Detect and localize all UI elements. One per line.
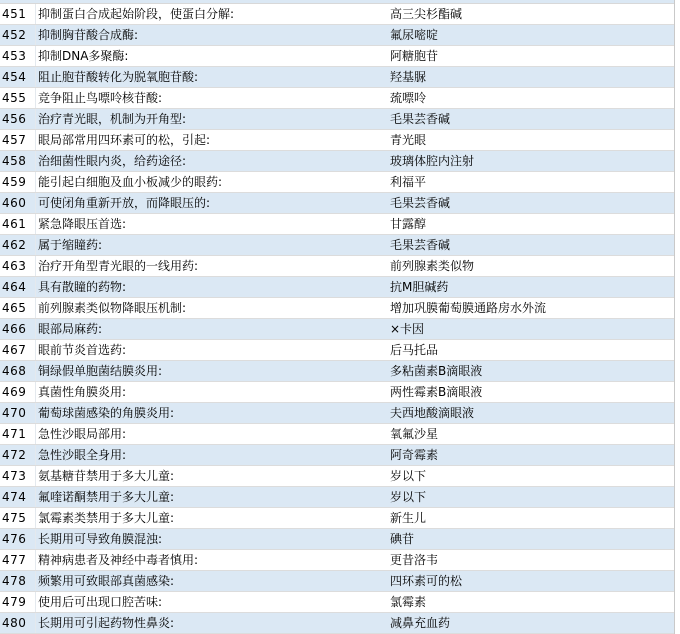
table-row — [0, 571, 674, 592]
question-cell[interactable]: 急性沙眼局部用: — [38, 427, 127, 441]
question-cell[interactable]: 可使闭角重新开放，而降眼压的: — [38, 196, 211, 210]
answer-cell[interactable]: 岁以下 — [390, 469, 427, 483]
answer-cell[interactable]: 甘露醇 — [390, 217, 427, 231]
answer-cell[interactable]: 毛果芸香碱 — [390, 238, 451, 252]
table-row — [0, 466, 674, 487]
table-row — [0, 487, 674, 508]
question-cell[interactable]: 氯霉素类禁用于多大儿童: — [38, 511, 175, 525]
answer-cell[interactable]: 碘苷 — [390, 532, 415, 546]
row-number-cell[interactable]: 476 — [0, 529, 36, 549]
row-number-cell[interactable]: 466 — [0, 319, 36, 339]
row-number-cell[interactable]: 463 — [0, 256, 36, 276]
answer-cell[interactable]: 阿糖胞苷 — [390, 49, 439, 63]
question-cell[interactable]: 使用后可出现口腔苦味: — [38, 595, 163, 609]
row-number-cell[interactable]: 451 — [0, 4, 36, 24]
question-cell[interactable]: 抑制胸苷酸合成酶: — [38, 28, 139, 42]
answer-cell[interactable]: 岁以下 — [390, 490, 427, 504]
row-number-cell[interactable]: 457 — [0, 130, 36, 150]
table-row — [0, 67, 674, 88]
table-row — [0, 319, 674, 340]
table-row — [0, 445, 674, 466]
row-number-cell[interactable]: 474 — [0, 487, 36, 507]
answer-cell[interactable]: 更昔洛韦 — [390, 553, 439, 567]
table-row — [0, 340, 674, 361]
question-cell[interactable]: 真菌性角膜炎用: — [38, 385, 127, 399]
row-number-cell[interactable]: 478 — [0, 571, 36, 591]
row-number-cell[interactable]: 464 — [0, 277, 36, 297]
row-number-cell[interactable]: 480 — [0, 613, 36, 633]
table-row — [0, 361, 674, 382]
question-cell[interactable]: 长期用可引起药物性鼻炎: — [38, 616, 175, 630]
answer-cell[interactable]: 抗M胆碱药 — [390, 280, 449, 294]
table-row — [0, 256, 674, 277]
question-cell[interactable]: 葡萄球菌感染的角膜炎用: — [38, 406, 175, 420]
row-number-cell[interactable]: 467 — [0, 340, 36, 360]
table-row — [0, 214, 674, 235]
row-number-cell[interactable]: 471 — [0, 424, 36, 444]
question-cell[interactable]: 属于缩瞳药: — [38, 238, 103, 252]
row-number-cell[interactable]: 462 — [0, 235, 36, 255]
table-row — [0, 193, 674, 214]
answer-cell[interactable]: 新生儿 — [390, 511, 427, 525]
question-cell[interactable]: 能引起白细胞及血小板减少的眼药: — [38, 175, 223, 189]
answer-cell[interactable]: 夫西地酸滴眼液 — [390, 406, 475, 420]
table-row — [0, 130, 674, 151]
answer-cell[interactable]: 减鼻充血药 — [390, 616, 451, 630]
row-number-cell[interactable]: 454 — [0, 67, 36, 87]
table-row — [0, 46, 674, 67]
question-cell[interactable]: 前列腺素类似物降眼压机制: — [38, 301, 187, 315]
question-cell[interactable]: 治细菌性眼内炎，给药途径: — [38, 154, 187, 168]
question-cell[interactable]: 治疗青光眼，机制为开角型: — [38, 112, 187, 126]
answer-cell[interactable]: 阿奇霉素 — [390, 448, 439, 462]
question-cell[interactable]: 频繁用可致眼部真菌感染: — [38, 574, 175, 588]
table-row — [0, 382, 674, 403]
table-row — [0, 403, 674, 424]
table-row — [0, 298, 674, 319]
answer-cell[interactable]: 后马托品 — [390, 343, 439, 357]
answer-cell[interactable]: 高三尖杉酯碱 — [390, 7, 463, 21]
table-row — [0, 109, 674, 130]
question-cell[interactable]: 紧急降眼压首选: — [38, 217, 127, 231]
table-row — [0, 424, 674, 445]
question-cell[interactable]: 眼部局麻药: — [38, 322, 103, 336]
row-number-cell[interactable]: 460 — [0, 193, 36, 213]
answer-cell[interactable]: 多粘菌素B滴眼液 — [390, 364, 483, 378]
answer-cell[interactable]: 青光眼 — [390, 133, 427, 147]
question-cell[interactable]: 抑制DNA多聚酶: — [38, 49, 129, 63]
answer-cell[interactable]: 毛果芸香碱 — [390, 112, 451, 126]
answer-cell[interactable]: 毛果芸香碱 — [390, 196, 451, 210]
answer-cell[interactable]: 四环素可的松 — [390, 574, 463, 588]
row-number-cell[interactable]: 477 — [0, 550, 36, 570]
answer-cell[interactable]: 利福平 — [390, 175, 427, 189]
question-cell[interactable]: 眼前节炎首选药: — [38, 343, 127, 357]
answer-cell[interactable]: 前列腺素类似物 — [390, 259, 475, 273]
table-row — [0, 592, 674, 613]
question-cell[interactable]: 铜绿假单胞菌结膜炎用: — [38, 364, 163, 378]
row-number-cell[interactable]: 465 — [0, 298, 36, 318]
question-cell[interactable]: 具有散瞳的药物: — [38, 280, 127, 294]
answer-cell[interactable]: 增加巩膜葡萄膜通路房水外流 — [390, 301, 547, 315]
question-cell[interactable]: 抑制蛋白合成起始阶段，使蛋白分解: — [38, 7, 235, 21]
row-number-cell[interactable]: 453 — [0, 46, 36, 66]
answer-cell[interactable]: 巯嘌呤 — [390, 91, 427, 105]
question-cell[interactable]: 氨基糖苷禁用于多大儿童: — [38, 469, 175, 483]
question-cell[interactable]: 急性沙眼全身用: — [38, 448, 127, 462]
row-number-cell[interactable]: 452 — [0, 25, 36, 45]
question-cell[interactable]: 氟喹诺酮禁用于多大儿童: — [38, 490, 175, 504]
question-cell[interactable]: 长期用可导致角膜混浊: — [38, 532, 163, 546]
row-number-cell[interactable]: 456 — [0, 109, 36, 129]
row-number-cell[interactable]: 458 — [0, 151, 36, 171]
answer-cell[interactable]: 两性霉素B滴眼液 — [390, 385, 483, 399]
question-cell[interactable]: 眼局部常用四环素可的松，引起: — [38, 133, 211, 147]
row-number-cell[interactable]: 468 — [0, 361, 36, 381]
row-number-cell[interactable]: 473 — [0, 466, 36, 486]
answer-cell[interactable]: 氯霉素 — [390, 595, 427, 609]
row-number-cell[interactable]: 455 — [0, 88, 36, 108]
row-number-cell[interactable]: 475 — [0, 508, 36, 528]
row-number-cell[interactable]: 472 — [0, 445, 36, 465]
answer-cell[interactable]: 玻璃体腔内注射 — [390, 154, 475, 168]
row-number-cell[interactable]: 470 — [0, 403, 36, 423]
table-row — [0, 172, 674, 193]
row-number-cell[interactable]: 461 — [0, 214, 36, 234]
table-rows-container — [0, 4, 674, 634]
answer-cell[interactable]: ×卡因 — [390, 322, 425, 336]
table-row — [0, 550, 674, 571]
row-number-cell[interactable]: 459 — [0, 172, 36, 192]
row-number-cell[interactable]: 479 — [0, 592, 36, 612]
question-cell[interactable]: 治疗开角型青光眼的一线用药: — [38, 259, 199, 273]
table-row — [0, 235, 674, 256]
question-cell[interactable]: 精神病患者及神经中毒者慎用: — [38, 553, 199, 567]
table-row — [0, 4, 674, 25]
table-row — [0, 508, 674, 529]
table-row — [0, 151, 674, 172]
table-row — [0, 25, 674, 46]
answer-cell[interactable]: 氧氟沙星 — [390, 427, 439, 441]
answer-cell[interactable]: 氟尿嘧啶 — [390, 28, 439, 42]
row-number-cell[interactable]: 469 — [0, 382, 36, 402]
table-row — [0, 88, 674, 109]
table-row — [0, 613, 674, 634]
answer-cell[interactable]: 羟基脲 — [390, 70, 427, 84]
question-cell[interactable]: 竞争阻止鸟嘌呤核苷酸: — [38, 91, 163, 105]
table-row — [0, 529, 674, 550]
table-row — [0, 277, 674, 298]
question-cell[interactable]: 阻止胞苷酸转化为脱氧胞苷酸: — [38, 70, 199, 84]
